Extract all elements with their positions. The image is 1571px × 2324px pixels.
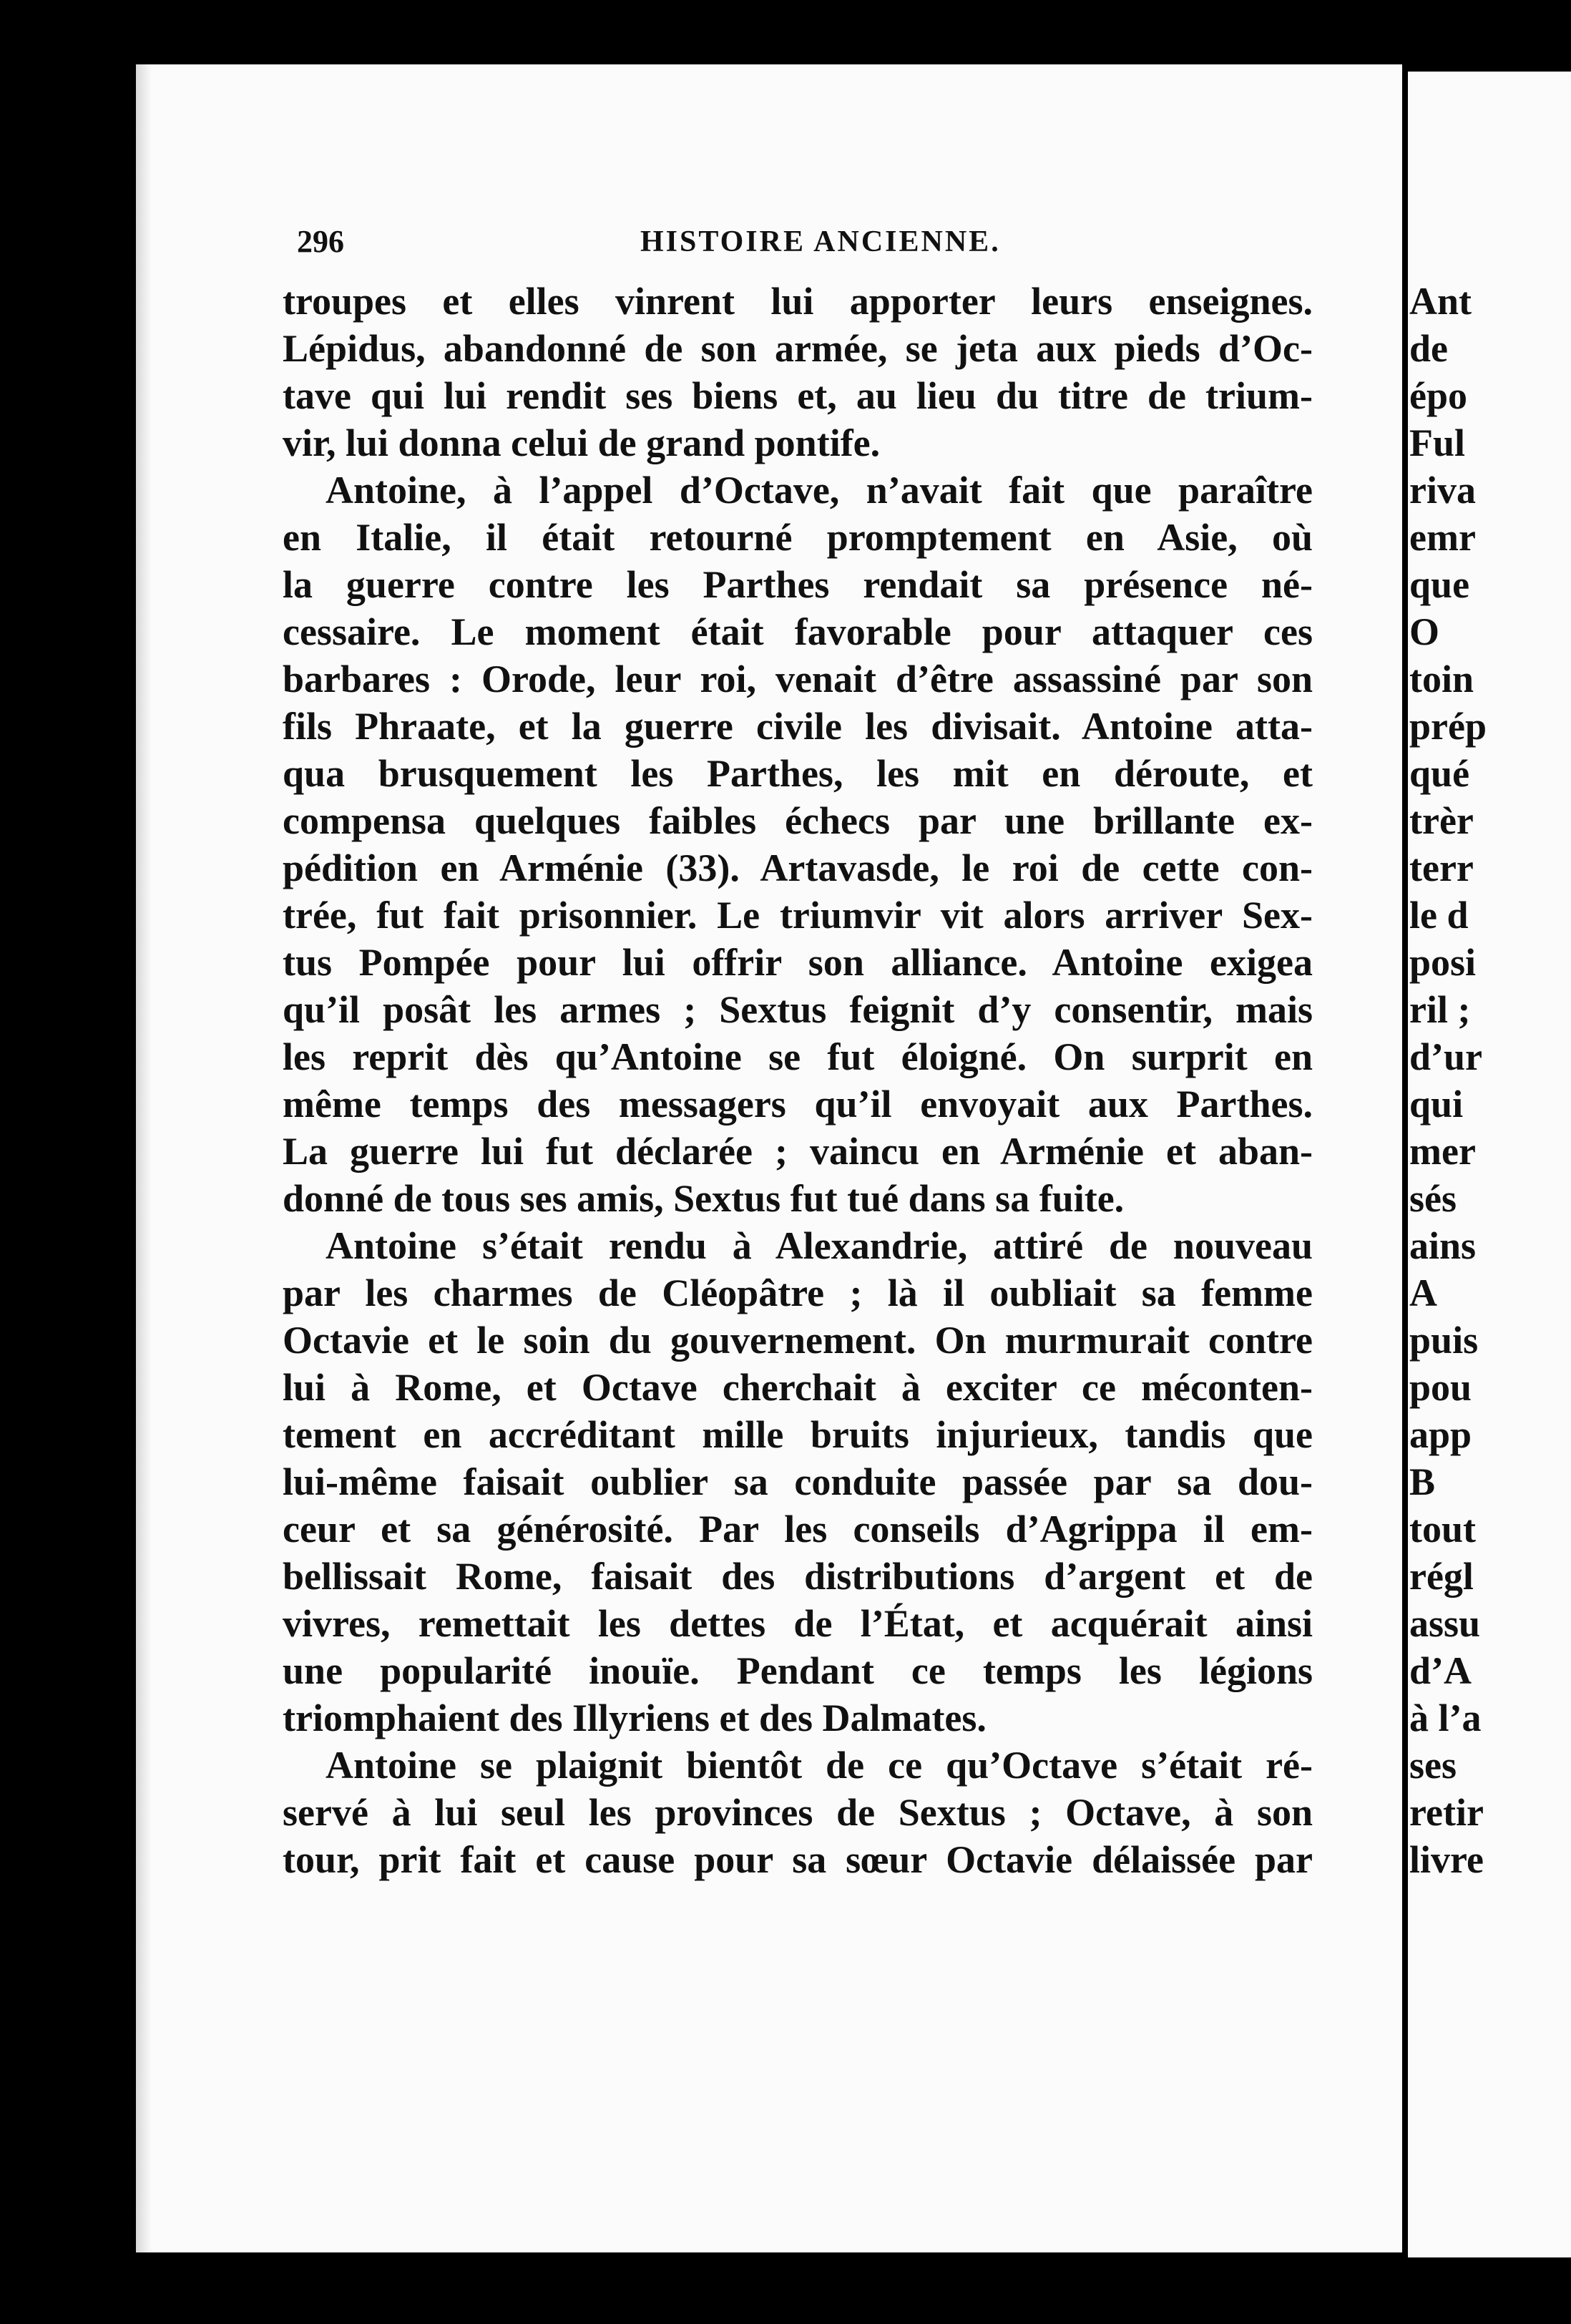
text-line: barbares : Orode, leur roi, venait d’être assassiné par son: [283, 658, 1313, 700]
text-line: tement en accréditant mille bruits injurieux, tandis que: [283, 1413, 1313, 1456]
adjacent-text-line: ril ;: [1409, 988, 1471, 1031]
text-line: en Italie, il était retourné promptement en Asie, où: [283, 516, 1313, 559]
adjacent-text-line: d’A: [1409, 1649, 1472, 1692]
adjacent-text-line: d’ur: [1409, 1035, 1483, 1078]
text-line: une popularité inouïe. Pendant ce temps les légions: [283, 1649, 1313, 1692]
running-title: HISTOIRE ANCIENNE.: [640, 225, 1001, 258]
adjacent-text-line: tout: [1409, 1508, 1476, 1551]
page-header: [297, 223, 1320, 280]
text-line: pédition en Arménie (33). Artavasde, le roi de cette con-: [283, 846, 1313, 889]
text-line: qua brusquement les Parthes, les mit en déroute, et: [283, 752, 1313, 795]
text-line: lui à Rome, et Octave cherchait à exciter ce méconten-: [283, 1366, 1313, 1409]
adjacent-text-line: prép: [1409, 705, 1487, 748]
text-line: la guerre contre les Parthes rendait sa présence né-: [283, 563, 1313, 606]
adjacent-text-line: sés: [1409, 1177, 1457, 1220]
adjacent-text-line: ses: [1409, 1744, 1457, 1787]
text-line: ceur et sa générosité. Par les conseils d’Agrippa il em-: [283, 1508, 1313, 1551]
text-line: cessaire. Le moment était favorable pour attaquer ces: [283, 610, 1313, 653]
adjacent-text-line: à l’a: [1409, 1696, 1482, 1739]
adjacent-text-line: épo: [1409, 374, 1467, 417]
text-line: La guerre lui fut déclarée ; vaincu en Arménie et aban-: [283, 1130, 1313, 1173]
text-line: servé à lui seul les provinces de Sextus ; Octave, à son: [283, 1791, 1313, 1834]
text-line: Lépidus, abandonné de son armée, se jeta aux pieds d’Oc-: [283, 327, 1313, 370]
text-line: tave qui lui rendit ses biens et, au lieu du titre de trium-: [283, 374, 1313, 417]
adjacent-text-line: de: [1409, 327, 1448, 370]
adjacent-text-line: pou: [1409, 1366, 1472, 1409]
adjacent-text-line: assu: [1409, 1602, 1481, 1645]
text-line: les reprit dès qu’Antoine se fut éloigné. On surprit en: [283, 1035, 1313, 1078]
adjacent-text-line: toin: [1409, 658, 1474, 700]
text-line: Antoine, à l’appel d’Octave, n’avait fait que paraître: [326, 469, 1313, 512]
text-line: vivres, remettait les dettes de l’État, et acquérait ainsi: [283, 1602, 1313, 1645]
adjacent-text-line: qui: [1409, 1083, 1464, 1126]
text-line: qu’il posât les armes ; Sextus feignit d’y consentir, mais: [283, 988, 1313, 1031]
text-line: troupes et elles vinrent lui apporter leurs enseignes.: [283, 280, 1313, 323]
adjacent-text-line: O: [1409, 610, 1440, 653]
adjacent-text-line: trèr: [1409, 799, 1474, 842]
text-line: compensa quelques faibles échecs par une brillante ex-: [283, 799, 1313, 842]
text-line: tour, prit fait et cause pour sa sœur Octavie délaissée par: [283, 1838, 1313, 1881]
text-line: Antoine se plaignit bientôt de ce qu’Octave s’était ré-: [326, 1744, 1313, 1787]
text-line: donné de tous ses amis, Sextus fut tué dans sa fuite.: [283, 1177, 1125, 1220]
text-line: bellissait Rome, faisait des distributions d’argent et de: [283, 1555, 1313, 1598]
adjacent-text-line: terr: [1409, 846, 1474, 889]
text-line: même temps des messagers qu’il envoyait aux Parthes.: [283, 1083, 1313, 1126]
adjacent-text-line: livre: [1409, 1838, 1484, 1881]
adjacent-text-line: emr: [1409, 516, 1476, 559]
adjacent-text-line: puis: [1409, 1319, 1479, 1362]
adjacent-text-line: Ful: [1409, 421, 1466, 464]
adjacent-text-line: mer: [1409, 1130, 1476, 1173]
adjacent-text-line: le d: [1409, 894, 1469, 937]
text-line: trée, fut fait prisonnier. Le triumvir vit alors arriver Sex-: [283, 894, 1313, 937]
text-line: Octavie et le soin du gouvernement. On murmurait contre: [283, 1319, 1313, 1362]
text-line: lui-même faisait oublier sa conduite passée par sa dou-: [283, 1460, 1313, 1503]
text-line: Antoine s’était rendu à Alexandrie, attiré de nouveau: [326, 1224, 1313, 1267]
adjacent-page-text: [1408, 278, 1487, 1883]
text-line: fils Phraate, et la guerre civile les divisait. Antoine atta-: [283, 705, 1313, 748]
page-edge-shadow: [136, 64, 152, 2252]
text-line: par les charmes de Cléopâtre ; là il oubliait sa femme: [283, 1271, 1313, 1314]
adjacent-text-line: app: [1409, 1413, 1472, 1456]
adjacent-text-line: B: [1409, 1460, 1436, 1503]
adjacent-text-line: riva: [1409, 469, 1476, 512]
adjacent-text-line: retir: [1409, 1791, 1484, 1834]
adjacent-text-line: régl: [1409, 1555, 1474, 1598]
text-line: tus Pompée pour lui offrir son alliance. Antoine exigea: [283, 941, 1313, 984]
adjacent-text-line: A: [1409, 1271, 1437, 1314]
adjacent-page: [1408, 72, 1571, 2257]
adjacent-text-line: posi: [1409, 941, 1477, 984]
text-line: vir, lui donna celui de grand pontife.: [283, 421, 881, 464]
text-line: triomphaient des Illyriens et des Dalmates.: [283, 1696, 987, 1739]
adjacent-text-line: que: [1409, 563, 1470, 606]
adjacent-text-line: Ant: [1409, 280, 1472, 323]
page-number: 296: [297, 224, 344, 259]
adjacent-text-line: ains: [1409, 1224, 1477, 1267]
body-text: [283, 278, 1313, 1883]
adjacent-text-line: qué: [1409, 752, 1470, 795]
